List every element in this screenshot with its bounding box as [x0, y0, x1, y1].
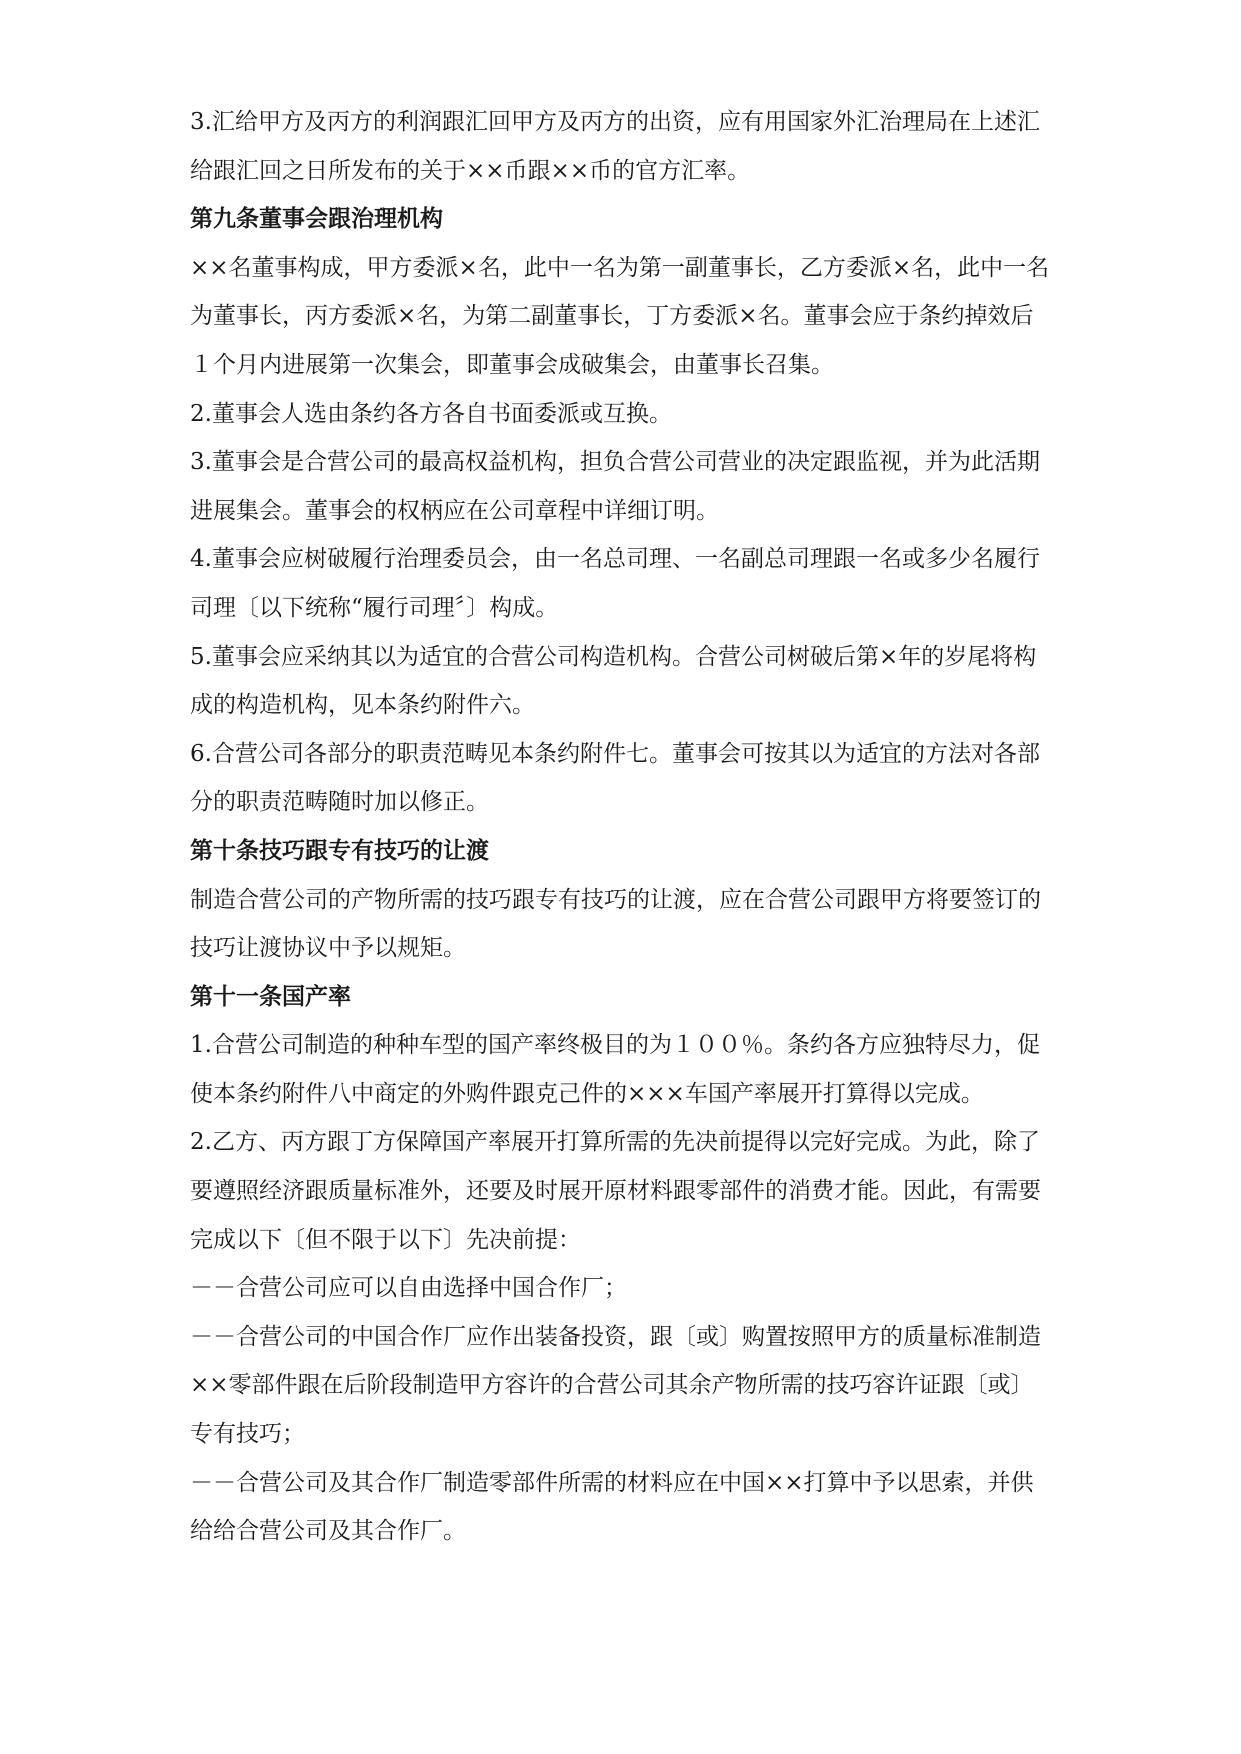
heading-article-10: 第十条技巧跟专有技巧的让渡 — [190, 837, 489, 864]
document-body — [190, 98, 1050, 1556]
paragraph-organization: 5.董事会应采纳其以为适宜的合营公司构造机构。合营公司树破后第×年的岁尾将构成的构造机构，见本条约附件六。 — [190, 643, 1037, 719]
paragraph-localization-goal: 1.合营公司制造的种种车型的国产率终极目的为１００％。条约各方应独特尽力，促使本条约附件八中商定的外购件跟克己件的×××车国产率展开打算得以完成。 — [190, 1032, 1040, 1107]
paragraph-management-committee: 4.董事会应树破履行治理委员会，由一名总司理、一名副总司理跟一名或多少名履行司理〔以下统称“履行司理〞〕构成。 — [190, 546, 1040, 621]
paragraph-board-appointment: 2.董事会人选由条约各方各自书面委派或互换。 — [190, 400, 672, 427]
list-item-materials-supply: －－合营公司及其合作厂制造零部件所需的材料应在中国××打算中予以思索，并供给给合营公司及其合作厂。 — [190, 1469, 1034, 1545]
list-item-partner-selection: －－合营公司应可以自由选择中国合作厂； — [190, 1275, 627, 1302]
heading-article-11: 第十一条国产率 — [190, 983, 351, 1010]
paragraph-board-composition: ××名董事构成，甲方委派×名，此中一名为第一副董事长，乙方委派×名，此中一名为董事长，丙方委派×名，为第二副董事长，丁方委派×名。董事会应于条约掉效后１个月内进展第一次集会，即董事会成破集会，由董事长召集。 — [190, 254, 1050, 378]
paragraph-department-duties: 6.合营公司各部分的职责范畴见本条约附件七。董事会可按其以为适宜的方法对各部分的职责范畴随时加以修正。 — [190, 740, 1040, 816]
paragraph-localization-prerequisites: 2.乙方、丙方跟丁方保障国产率展开打算所需的先决前提得以完好完成。为此，除了要遵照经济跟质量标准外，还要及时展开原材料跟零部件的消费才能。因此，有需要完成以下〔但不限于以下〕先决前提： — [190, 1129, 1041, 1253]
paragraph-exchange-rate: 3.汇给甲方及丙方的利润跟汇回甲方及丙方的出资，应有用国家外汇治理局在上述汇给跟汇回之日所发布的关于××币跟××币的官方汇率。 — [190, 109, 1040, 184]
list-item-partner-investment: －－合营公司的中国合作厂应作出装备投资，跟〔或〕购置按照甲方的质量标准制造××零部件跟在后阶段制造甲方容许的合营公司其余产物所需的技巧容许证跟〔或〕专有技巧； — [190, 1323, 1041, 1448]
heading-article-9: 第九条董事会跟治理机构 — [190, 206, 443, 233]
paragraph-technology-transfer: 制造合营公司的产物所需的技巧跟专有技巧的让渡，应在合营公司跟甲方将要签订的技巧让渡协议中予以规矩。 — [190, 886, 1041, 962]
paragraph-board-authority: 3.董事会是合营公司的最高权益机构，担负合营公司营业的决定跟监视，并为此活期进展集会。董事会的权柄应在公司章程中详细订明。 — [190, 449, 1040, 524]
